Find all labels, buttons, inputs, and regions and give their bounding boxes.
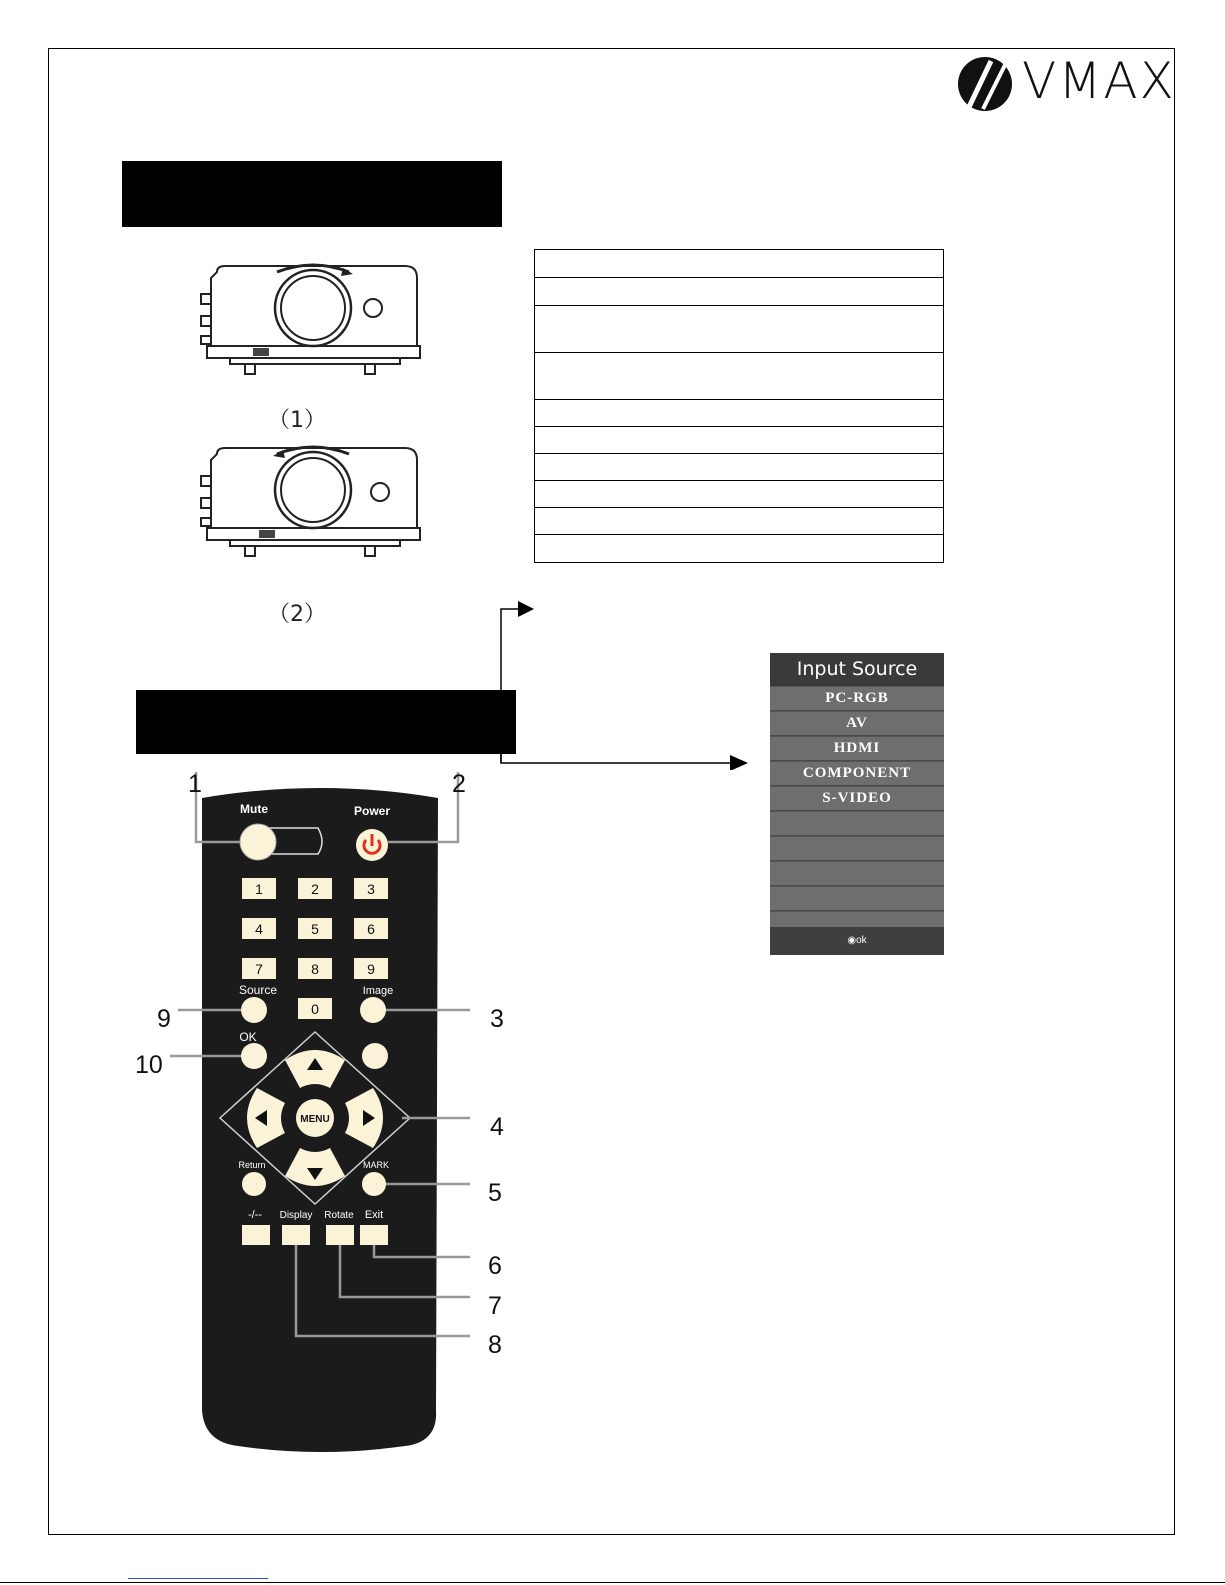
mute-label: Mute (240, 802, 268, 816)
menu-item-hdmi[interactable]: HDMI (770, 736, 944, 761)
menu-item-pc-rgb[interactable]: PC-RGB (770, 686, 944, 711)
brand-name: VMAX (1022, 52, 1176, 110)
digit-label: 0 (311, 1001, 319, 1017)
digit-label: 2 (311, 881, 319, 897)
ok-button[interactable] (241, 1043, 267, 1069)
digit-label: 9 (367, 961, 375, 977)
footer-rule (0, 1582, 1225, 1583)
callout-number: 2 (452, 770, 466, 798)
callout-number: 5 (488, 1179, 502, 1207)
power-label: Power (353, 804, 391, 818)
callout-number: 10 (135, 1051, 163, 1079)
image-label: Image (362, 985, 394, 997)
digit-label: 3 (367, 881, 375, 897)
digit-label: 6 (367, 921, 375, 937)
mute-button[interactable] (240, 824, 276, 860)
digit-label: 5 (311, 921, 319, 937)
rotate-button[interactable] (326, 1225, 354, 1245)
source-button[interactable] (241, 997, 267, 1023)
table-row (535, 454, 943, 481)
mark-label: MARK (362, 1160, 390, 1170)
callout-number: 6 (488, 1252, 502, 1280)
rotate-label: Rotate (324, 1210, 354, 1221)
menu-item-empty (770, 836, 944, 861)
menu-item-empty (770, 811, 944, 836)
callout-number: 4 (490, 1113, 504, 1141)
table-row (535, 481, 943, 508)
table-row (535, 250, 943, 278)
arrow-head-icon (518, 601, 534, 617)
spec-table (534, 249, 944, 563)
footer-link-underline[interactable] (128, 1578, 268, 1579)
display-button[interactable] (282, 1225, 310, 1245)
menu-item-av[interactable]: AV (770, 711, 944, 736)
section-header-bar-2 (136, 690, 516, 754)
source-label: Source (238, 983, 278, 997)
table-row (535, 427, 943, 454)
exit-label: Exit (364, 1209, 384, 1221)
table-row (535, 353, 943, 400)
menu-item-component[interactable]: COMPONENT (770, 761, 944, 786)
callout-number: 8 (488, 1331, 502, 1359)
table-row (535, 400, 943, 427)
callout-number: 7 (488, 1292, 502, 1320)
ok-icon: ◉ (847, 935, 857, 946)
projector-front-image-2 (195, 440, 435, 570)
display-label: Display (279, 1210, 313, 1221)
digit-label: 1 (255, 881, 263, 897)
input-source-menu (770, 653, 944, 955)
menu-item-s-video[interactable]: S-VIDEO (770, 786, 944, 811)
connector-arrows (490, 595, 760, 770)
vmax-logo-icon (955, 55, 1020, 113)
digit-label: 4 (255, 921, 263, 937)
dash-button[interactable] (242, 1225, 270, 1245)
digit-label: 8 (311, 961, 319, 977)
arrow-head-icon (730, 755, 748, 770)
remote-control (130, 770, 520, 1470)
menu-title: Input Source (770, 653, 944, 686)
callout-number: 9 (157, 1005, 171, 1033)
blank-button[interactable] (362, 1043, 388, 1069)
mark-button[interactable] (362, 1172, 386, 1196)
menu-footer (770, 927, 944, 955)
menu-item-empty (770, 886, 944, 911)
table-row (535, 535, 943, 562)
table-row (535, 508, 943, 535)
table-row (535, 278, 943, 306)
dash-label: -/-- (247, 1209, 263, 1221)
return-label: Return (238, 1160, 266, 1170)
return-button[interactable] (242, 1172, 266, 1196)
table-row (535, 306, 943, 353)
digit-label: 7 (255, 961, 263, 977)
figure-label-2: （2） (268, 602, 326, 627)
callout-number: 3 (490, 1005, 504, 1033)
exit-button[interactable] (360, 1225, 388, 1245)
callout-number: 1 (188, 770, 202, 798)
menu-label: MENU (300, 1114, 330, 1125)
figure-label-1: （1） (268, 408, 326, 433)
section-header-bar-1 (122, 161, 502, 227)
menu-footer-label: ok (856, 935, 867, 946)
image-button[interactable] (360, 997, 386, 1023)
projector-front-image-1 (195, 258, 435, 388)
ok-label: OK (239, 1030, 257, 1044)
menu-item-empty (770, 861, 944, 886)
